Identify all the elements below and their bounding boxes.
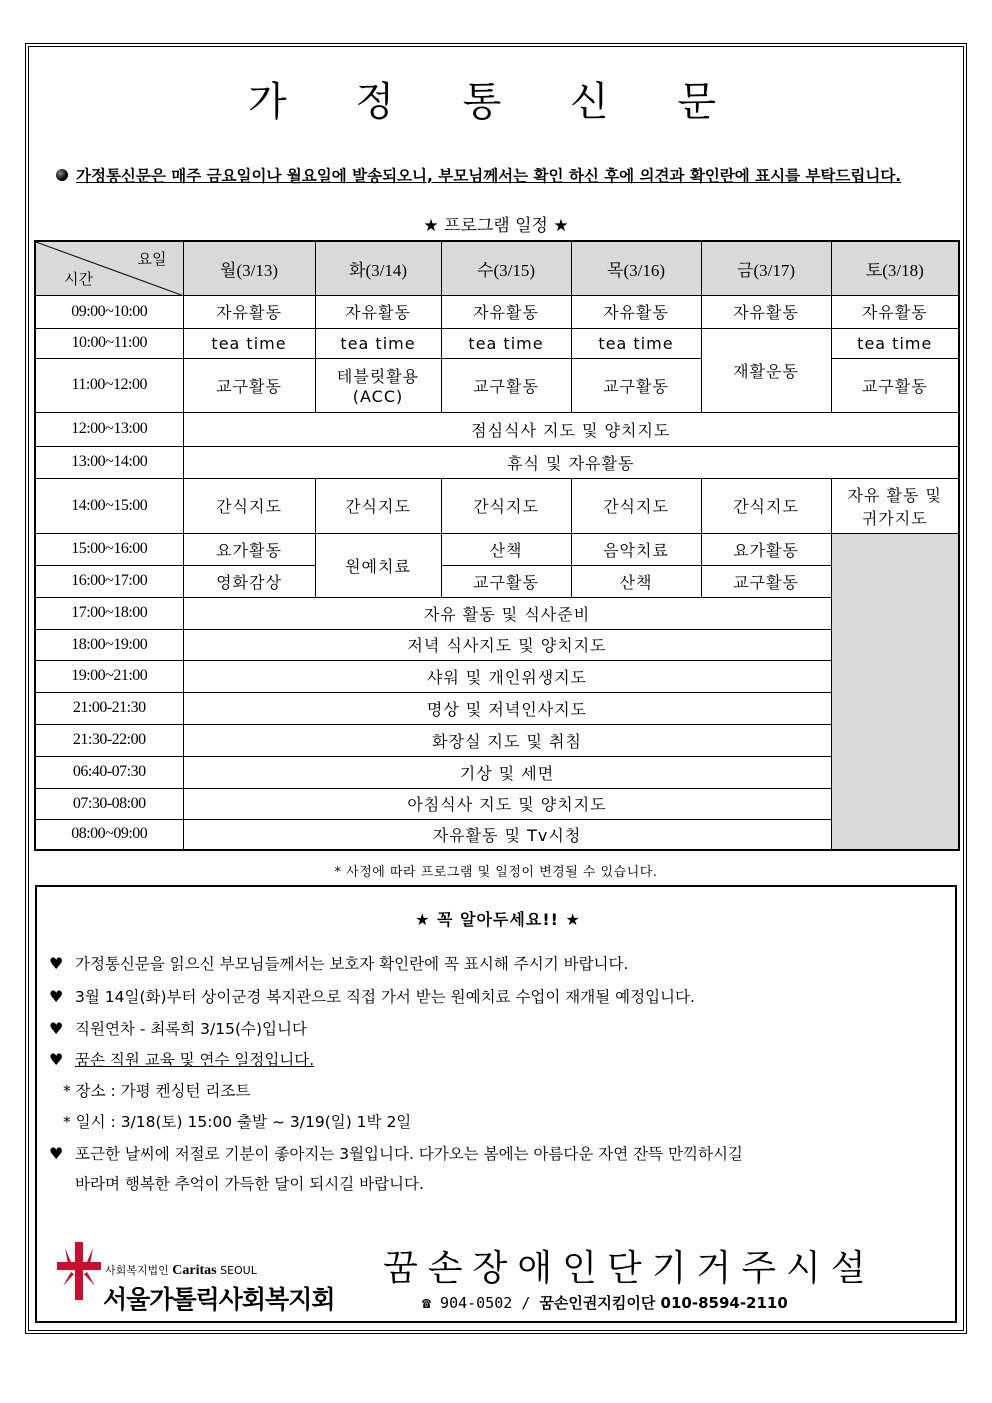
table-row [35,660,959,692]
activity-text: 귀가지도 [861,508,928,528]
time-cell: 11:00~12:00 [35,358,183,412]
time-cell: 07:30-08:00 [35,788,183,819]
list-item [49,1017,307,1039]
time-cell: 14:00~15:00 [35,478,183,533]
corner-cell [35,241,183,295]
day-header-tue: 화(3/14) [315,241,441,295]
time-cell: 13:00~14:00 [35,446,183,478]
activity-cell: 간식지도 [571,478,701,533]
activity-cell: 휴식 및 자유활동 [183,446,959,478]
logo-line1 [105,1262,257,1279]
time-cell: 16:00~17:00 [35,565,183,597]
notice-text: 바라며 행복한 추억이 가득한 달이 되시길 바랍니다. [75,1175,424,1193]
table-row [35,533,959,565]
activity-cell: 자유활동 [183,295,315,328]
time-cell: 21:30-22:00 [35,724,183,756]
logo-line2: 서울가톨릭사회복지회 [103,1285,335,1314]
phone-number: ☎ 904-0502 / [422,1294,531,1312]
table-row [35,724,959,756]
activity-cell: 명상 및 저녁인사지도 [183,692,831,724]
time-cell: 17:00~18:00 [35,597,183,629]
activity-cell: 아침식사 지도 및 양치지도 [183,788,831,819]
activity-cell: 원예치료 [315,533,441,597]
activity-cell: 교구활동 [183,358,315,412]
activity-cell: 샤워 및 개인위생지도 [183,660,831,692]
activity-cell: 자유활동 [441,295,571,328]
activity-cell: 교구활동 [441,358,571,412]
header-row [35,241,959,295]
activity-cell: 요가활동 [183,533,315,565]
notice-title: ★ 꼭 알아두세요!! ★ [415,910,581,929]
time-cell: 08:00~09:00 [35,819,183,850]
logo-org-type: 사회복지법인 [105,1264,169,1277]
time-cell: 06:40-07:30 [35,756,183,788]
activity-cell: tea time [831,328,959,358]
activity-text: 자유 활동 및 [847,485,942,505]
list-item-continued [75,1172,424,1194]
schedule-note: * 사정에 따라 프로그램 및 일정이 변경될 수 있습니다. [334,865,658,880]
table-row [35,328,959,358]
activity-cell: 재활운동 [701,328,831,412]
activity-cell: 자유활동 [701,295,831,328]
intro-text: 가정통신문은 매주 금요일이나 월요일에 발송되오니, 부모님께서는 확인 하신 후에 의견과 확인란에 표시를 부탁드립니다. [76,167,902,185]
activity-cell: 교구활동 [441,565,571,597]
activity-text: 테블릿활용 [336,367,420,386]
day-header-wed: 수(3/15) [441,241,571,295]
activity-cell: tea time [571,328,701,358]
day-header-thu: 목(3/16) [571,241,701,295]
activity-cell: 점심식사 지도 및 양치지도 [183,412,959,446]
notice-text: 3월 14일(화)부터 상이군경 복지관으로 직접 가서 받는 원예치료 수업이 재개될 예정입니다. [75,988,695,1006]
heart-icon: ♥ [49,987,64,1006]
activity-cell: 자유활동 및 Tv시청 [183,819,831,850]
table-row [35,295,959,328]
bullet-icon [56,169,68,181]
time-label: 시간 [64,269,93,288]
rights-group-contact: 꿈손인권지킴이단 010-8594-2110 [539,1294,788,1312]
page-title: 가 정 통 신 문 [247,79,745,125]
table-row [35,629,959,660]
activity-cell: 교구활동 [571,358,701,412]
time-cell: 12:00~13:00 [35,412,183,446]
sub-item-place: * 장소 : 가평 켄싱턴 리조트 [63,1082,251,1100]
intro-notice [56,166,936,187]
activity-cell: 요가활동 [701,533,831,565]
table-row [35,597,959,629]
time-cell: 18:00~19:00 [35,629,183,660]
activity-cell: 자유활동 [315,295,441,328]
table-row [35,756,959,788]
notice-text: 꿈손 직원 교육 및 연수 일정입니다. [75,1051,315,1069]
activity-cell: 간식지도 [183,478,315,533]
caritas-logo [55,1240,345,1315]
activity-cell: tea time [315,328,441,358]
table-row [35,478,959,533]
heart-icon: ♥ [49,1144,64,1163]
activity-cell: 저녁 식사지도 및 양치지도 [183,629,831,660]
table-row [35,412,959,446]
activity-cell: 자유 활동 및 식사준비 [183,597,831,629]
list-item [49,1142,743,1164]
schedule-title: ★ 프로그램 일정 ★ [423,216,569,236]
activity-cell: 산책 [571,565,701,597]
time-cell: 09:00~10:00 [35,295,183,328]
table-row [35,446,959,478]
heart-icon: ♥ [49,1050,64,1069]
activity-cell: 교구활동 [701,565,831,597]
heart-icon: ♥ [49,1019,64,1038]
facility-name: 꿈손장애인단기거주시설 [383,1248,876,1289]
activity-cell: 간식지도 [701,478,831,533]
table-row [35,565,959,597]
logo-seoul: SEOUL [220,1264,257,1277]
list-item [49,952,628,974]
activity-cell: tea time [183,328,315,358]
schedule-table [34,240,960,851]
activity-cell: 화장실 지도 및 취침 [183,724,831,756]
notice-text: 가정통신문을 읽으신 부모님들께서는 보호자 확인란에 꼭 표시해 주시기 바랍니다. [75,955,629,973]
activity-cell: tea time [441,328,571,358]
notice-text: 직원연차 - 최록희 3/15(수)입니다 [75,1020,307,1038]
activity-text: (ACC) [352,387,404,406]
sub-item-date: * 일시 : 3/18(토) 15:00 출발 ~ 3/19(일) 1박 2일 [63,1113,412,1131]
time-cell: 15:00~16:00 [35,533,183,565]
table-row [35,692,959,724]
activity-cell: 자유활동 [831,295,959,328]
day-label: 요일 [137,250,167,268]
activity-cell: 산책 [441,533,571,565]
saturday-blank-cell [831,533,959,850]
list-item [49,985,695,1007]
list-item [49,1048,314,1070]
logo-caritas: Caritas [172,1263,217,1278]
table-row [35,819,959,850]
activity-cell [831,478,959,533]
time-cell: 19:00~21:00 [35,660,183,692]
notice-text: 포근한 날씨에 저절로 기분이 좋아지는 3월입니다. 다가오는 봄에는 아름다운 자연 잔뜩 만끽하시길 [75,1145,743,1163]
activity-cell: 교구활동 [831,358,959,412]
time-cell: 10:00~11:00 [35,328,183,358]
activity-cell: 기상 및 세면 [183,756,831,788]
activity-cell: 간식지도 [315,478,441,533]
activity-cell: 간식지도 [441,478,571,533]
day-header-mon: 월(3/13) [183,241,315,295]
activity-cell [315,358,441,412]
table-row [35,788,959,819]
time-cell: 21:00-21:30 [35,692,183,724]
activity-cell: 음악치료 [571,533,701,565]
contact-info [422,1292,788,1313]
day-header-fri: 금(3/17) [701,241,831,295]
activity-cell: 영화감상 [183,565,315,597]
activity-cell: 자유활동 [571,295,701,328]
caritas-cross-icon [55,1240,103,1302]
day-header-sat: 토(3/18) [831,241,959,295]
heart-icon: ♥ [49,954,64,973]
